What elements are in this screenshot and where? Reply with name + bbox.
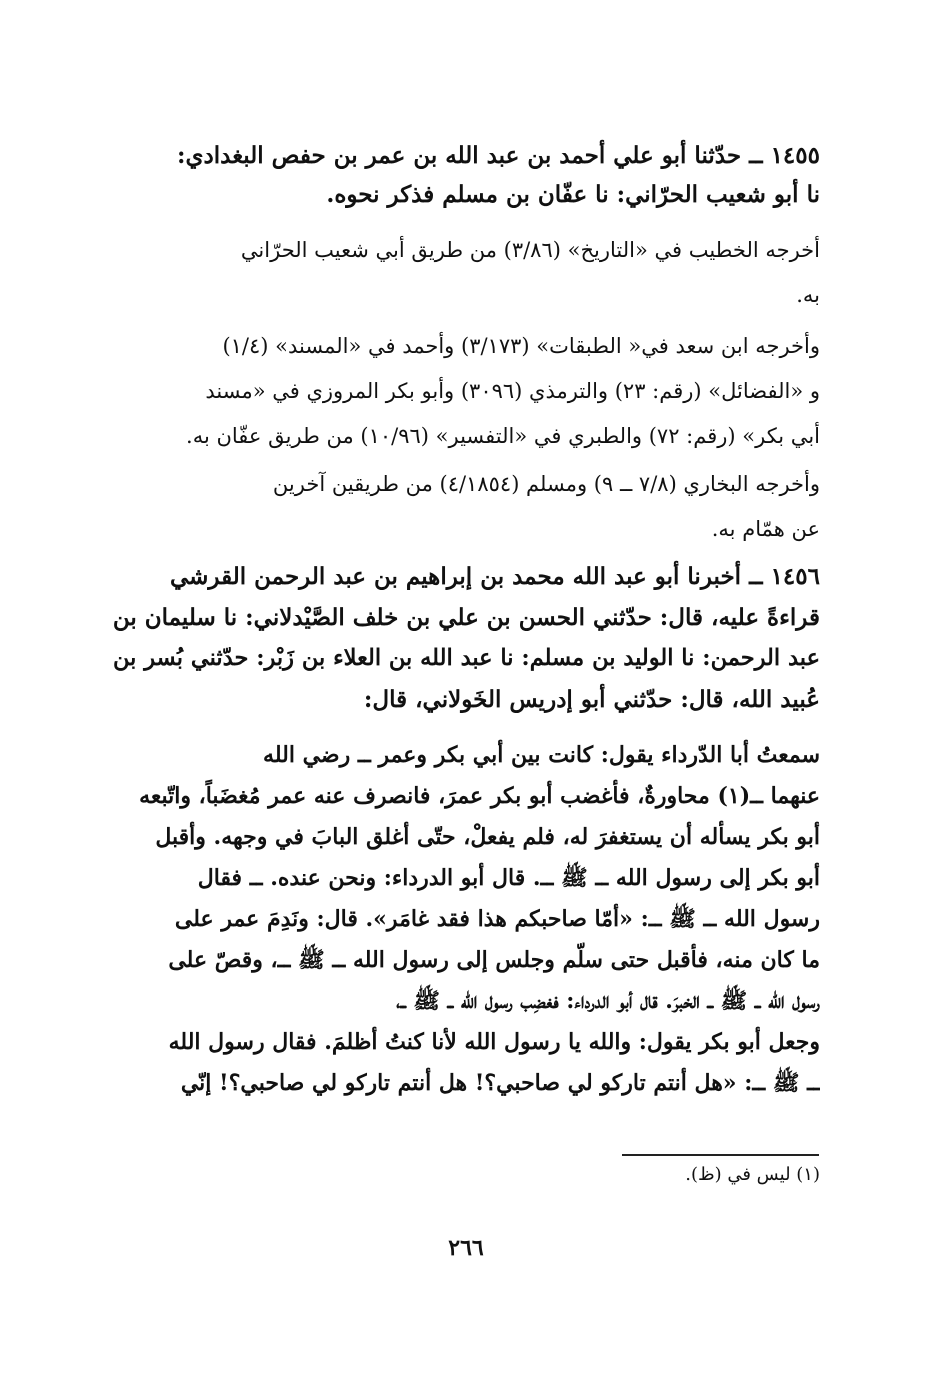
page-number: ٢٦٦	[448, 1235, 484, 1261]
takhrij-paragraph-1	[112, 228, 820, 318]
text-line: ١٤٥٥ ــ حدّثنا أبو علي أحمد بن عبد الله بن عمر بن حفص البغدادي:	[177, 142, 820, 169]
text-line: به.	[796, 283, 820, 307]
text-line: و «الفضائل» (رقم: ٢٣) والترمذي (٣٠٩٦) وأبو بكر المروزي في «مسند	[205, 379, 820, 403]
text-line: عن همّام به.	[711, 517, 820, 541]
text-line: عنهما ــ(١) محاورةٌ، فأغضب أبو بكر عمرَ، فانصرف عنه عمر مُغضَباً، واتّبعه	[139, 783, 820, 809]
takhrij-paragraph-2	[112, 324, 820, 459]
text-line: عبد الرحمن: نا الوليد بن مسلم: نا عبد الله بن العلاء بن زَبْر: حدّثني بُسر بن	[113, 645, 820, 671]
text-line: رسول الله ــ ﷺ ــ الخبرَ. قال أبو الدرداء: فغضِب رسول الله ــ ﷺ ــ،	[396, 988, 820, 1014]
text-line: أخرجه الخطيب في «التاريخ» (٣/٨٦) من طريق أبي شعيب الحرّاني	[240, 238, 820, 262]
text-line: ــ ﷺ ــ: «هل أنتم تاركو لي صاحبي؟! هل أنتم تاركو لي صاحبي؟! إنّي	[180, 1070, 820, 1096]
text-line: أبو بكر إلى رسول الله ــ ﷺ ــ. قال أبو الدرداء: ونحن عنده. ــ فقال	[197, 865, 820, 891]
text-line: أبي بكر» (رقم: ٧٢) والطبري في «التفسير» (١٠/٩٦) من طريق عفّان به.	[186, 424, 820, 448]
text-line: ١٤٥٦ ــ أخبرنا أبو عبد الله محمد بن إبراهيم بن عبد الرحمن القرشي	[169, 563, 820, 590]
hadith-1456-isnad	[112, 556, 820, 720]
hadith-1456-matn	[112, 735, 820, 1104]
text-line: وجعل أبو بكر يقول: والله يا رسول الله لأنا كنتُ أظلمَ. فقال رسول الله	[168, 1029, 820, 1055]
text-line: أبو بكر يسأله أن يستغفرَ له، فلم يفعلْ، حتّى أغلق البابَ في وجهه. وأقبل	[155, 824, 820, 850]
footnote-divider	[622, 1154, 819, 1156]
text-line: قراءةً عليه، قال: حدّثني الحسن بن علي بن خلف الصَّيْدلاني: نا سليمان بن	[112, 604, 820, 631]
text-line: سمعتُ أبا الدّرداء يقول: كانت بين أبي بكر وعمر ــ رضي الله	[263, 742, 820, 768]
text-line: وأخرجه ابن سعد في« الطبقات» (٣/١٧٣) وأحمد في «المسند» (١/٤)	[222, 334, 820, 358]
text-line: رسول الله ــ ﷺ ــ: «أمّا صاحبكم هذا فقد غامَر». قال: ونَدِمَ عمر على	[174, 906, 820, 932]
text-line: عُبيد الله، قال: حدّثني أبو إدريس الخَولاني، قال:	[363, 686, 820, 713]
takhrij-paragraph-3	[112, 462, 820, 552]
footnote: (١) ليس في (ظ).	[685, 1164, 820, 1185]
text-line: ما كان منه، فأقبل حتى سلّم وجلس إلى رسول الله ــ ﷺ ــ، وقصّ على	[168, 947, 820, 973]
text-line: وأخرجه البخاري (٧/٨ ــ ٩) ومسلم (٤/١٨٥٤) من طريقين آخرين	[272, 472, 820, 496]
text-line: نا أبو شعيب الحرّاني: نا عفّان بن مسلم فذكر نحوه.	[326, 181, 820, 208]
hadith-1455-isnad	[112, 136, 820, 214]
